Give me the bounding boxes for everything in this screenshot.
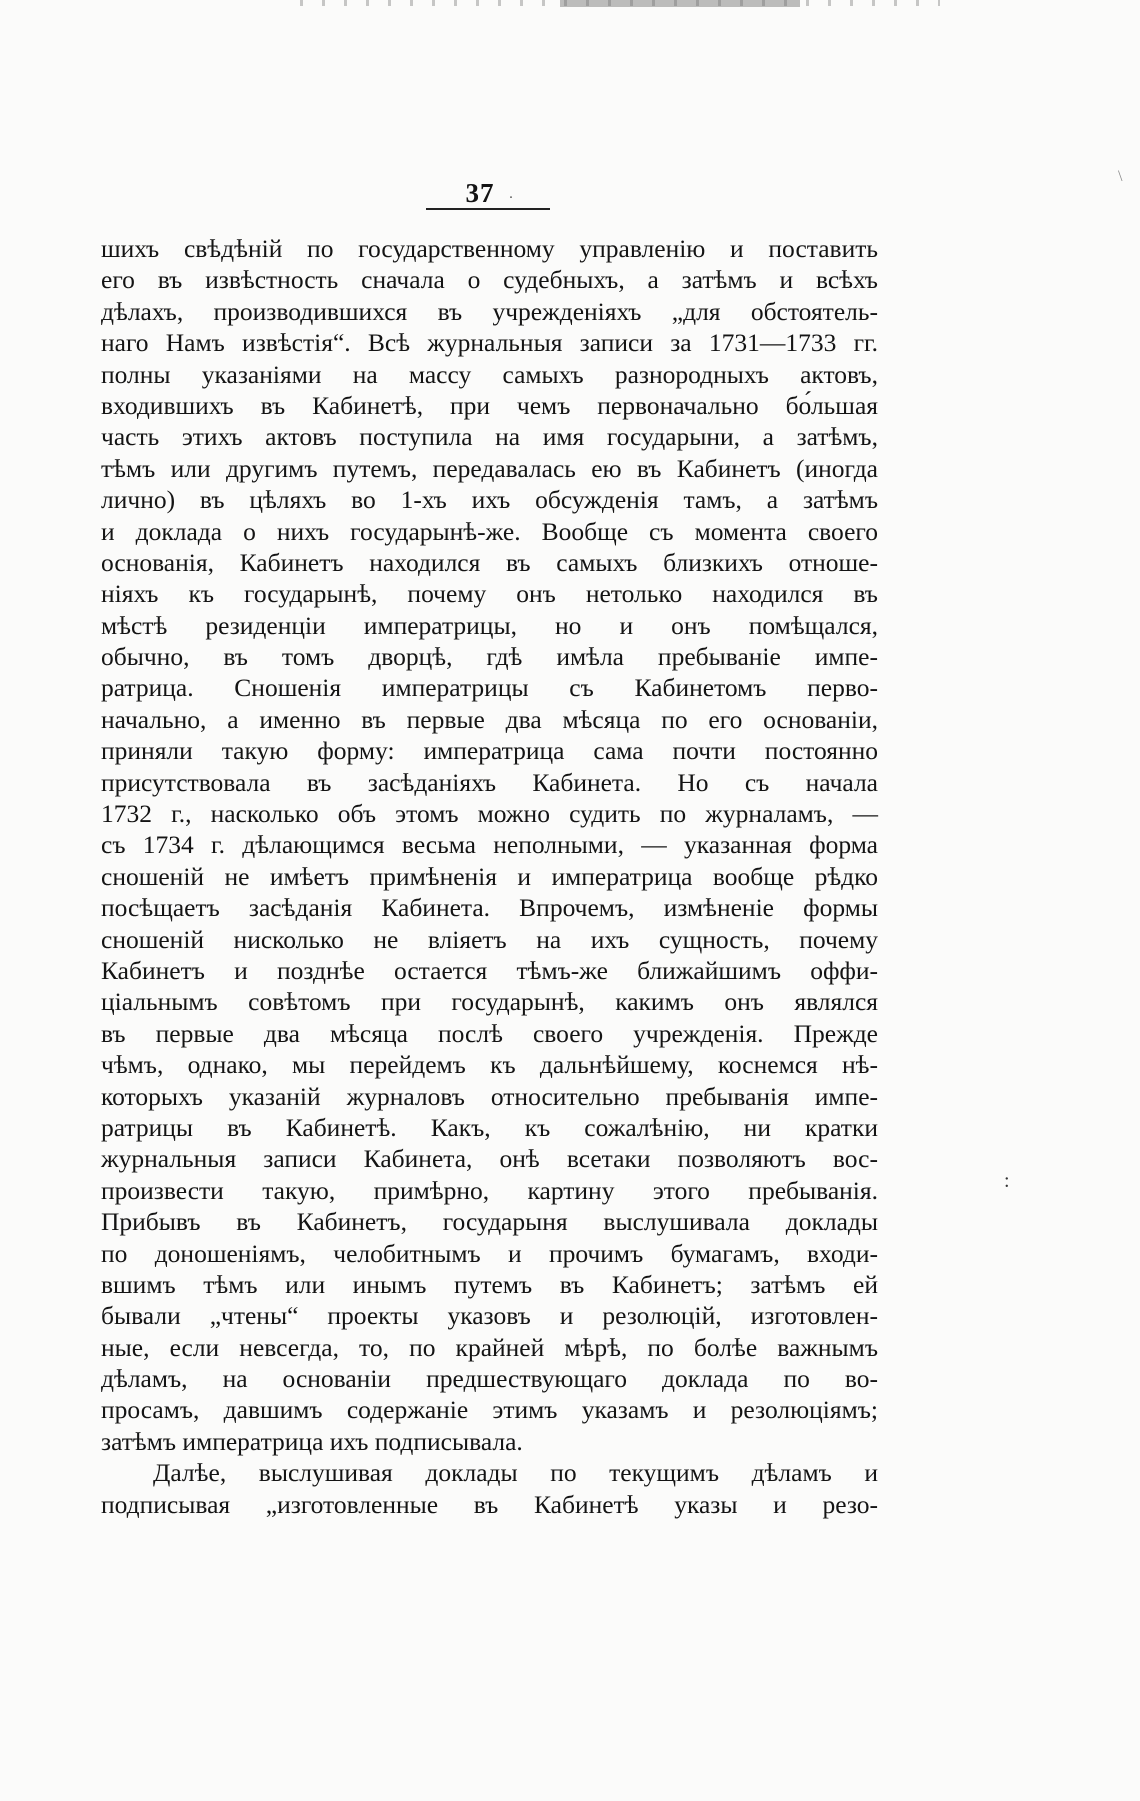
text-line: вшимъ тѣмъ или инымъ путемъ въ Кабинетъ; затѣмъ ей — [101, 1269, 878, 1299]
page-number-mark: · — [508, 190, 515, 206]
text-line: полны указаніями на массу самыхъ разнородныхъ актовъ, — [101, 359, 878, 389]
text-line: которыхъ указаній журналовъ относительно пребыванія импе- — [101, 1081, 878, 1111]
text-line: просамъ, давшимъ содержаніе этимъ указамъ и резолюціямъ; — [101, 1395, 878, 1425]
text-line: шихъ свѣдѣній по государственному управленію и поставить — [101, 234, 878, 263]
text-line: дѣламъ, на основаніи предшествующаго доклада по во- — [101, 1364, 878, 1394]
margin-mark: : — [1004, 1170, 1010, 1192]
text-line: часть этихъ актовъ поступила на имя государыни, а затѣмъ, — [101, 422, 878, 452]
text-line: ратрицы въ Кабинетѣ. Какъ, къ сожалѣнію, ни кратки — [101, 1112, 878, 1142]
text-line: мѣстѣ резиденціи императрицы, но и онъ помѣщался, — [101, 610, 878, 640]
text-line: лично) въ цѣляхъ во 1-хъ ихъ обсужденія тамъ, а затѣмъ — [101, 485, 878, 515]
text-line: ціальнымъ совѣтомъ при государынѣ, какимъ онъ являлся — [101, 987, 878, 1017]
paragraph-start-line: Далѣе, выслушивая доклады по текущимъ дѣламъ и — [153, 1458, 878, 1488]
corner-mark: \ — [1118, 168, 1123, 185]
text-line: произвести такую, примѣрно, картину этого пребыванія. — [101, 1175, 878, 1205]
text-line: Прибывъ въ Кабинетъ, государыня выслушивала доклады — [101, 1207, 878, 1237]
text-line: подписывая „изготовленные въ Кабинетѣ указы и резо- — [101, 1489, 878, 1519]
text-line: приняли такую форму: императрица сама почти постоянно — [101, 736, 878, 766]
text-line: наго Намъ извѣстія“. Всѣ журнальныя записи за 1731—1733 гг. — [101, 328, 878, 358]
text-line: ніяхъ къ государынѣ, почему онъ нетолько находился въ — [101, 579, 878, 609]
body-text — [101, 233, 878, 1520]
text-line: въ первые два мѣсяца послѣ своего учрежденія. Прежде — [101, 1018, 878, 1048]
text-line: его въ извѣстность сначала о судебныхъ, а затѣмъ и всѣхъ — [101, 265, 878, 295]
text-line: тѣмъ или другимъ путемъ, передавалась ею въ Кабинетъ (иногда — [101, 453, 878, 483]
text-line: ные, если невсегда, то, по крайней мѣрѣ, по болѣе важнымъ — [101, 1332, 878, 1362]
text-line: журнальныя записи Кабинета, онѣ всетаки позволяютъ вос- — [101, 1144, 878, 1174]
text-line: 1732 г., насколько объ этомъ можно судить по журналамъ, — — [101, 799, 878, 829]
scan-edge-artifact — [560, 0, 800, 7]
text-line: съ 1734 г. дѣлающимся весьма неполными, — указанная форма — [101, 830, 878, 860]
text-line: бывали „чтены“ проекты указовъ и резолюцій, изготовлен- — [101, 1301, 878, 1331]
text-line: присутствовала въ засѣданіяхъ Кабинета. Но съ начала — [101, 767, 878, 797]
paragraph-end-line: затѣмъ императрица ихъ подписывала. — [101, 1426, 523, 1456]
text-line: входившихъ въ Кабинетѣ, при чемъ первоначально бо́льшая — [101, 390, 878, 420]
text-line: дѣлахъ, производившихся въ учрежденіяхъ „для обстоятель- — [101, 296, 878, 326]
text-line: посѣщаетъ засѣданія Кабинета. Впрочемъ, измѣненіе формы — [101, 893, 878, 923]
text-line: ратрица. Сношенія императрицы съ Кабинетомъ перво- — [101, 673, 878, 703]
text-line: сношеній не имѣетъ примѣненія и императрица вообще рѣдко — [101, 861, 878, 891]
text-line: по доношеніямъ, челобитнымъ и прочимъ бумагамъ, входи- — [101, 1238, 878, 1268]
text-line: и доклада о нихъ государынѣ-же. Вообще съ момента своего — [101, 516, 878, 546]
text-line: обычно, въ томъ дворцѣ, гдѣ имѣла пребываніе импе- — [101, 642, 878, 672]
header-rule — [426, 208, 550, 210]
text-line: Кабинетъ и позднѣе остается тѣмъ-же ближайшимъ оффи- — [101, 955, 878, 985]
page-number: 37 · — [465, 178, 515, 208]
text-line: сношеній нисколько не вліяетъ на ихъ сущность, почему — [101, 924, 878, 954]
text-line: начально, а именно въ первые два мѣсяца по его основаніи, — [101, 704, 878, 734]
text-line: чѣмъ, однако, мы перейдемъ къ дальнѣйшему, коснемся нѣ- — [101, 1050, 878, 1080]
text-line: основанія, Кабинетъ находился въ самыхъ близкихъ отноше- — [101, 547, 878, 577]
